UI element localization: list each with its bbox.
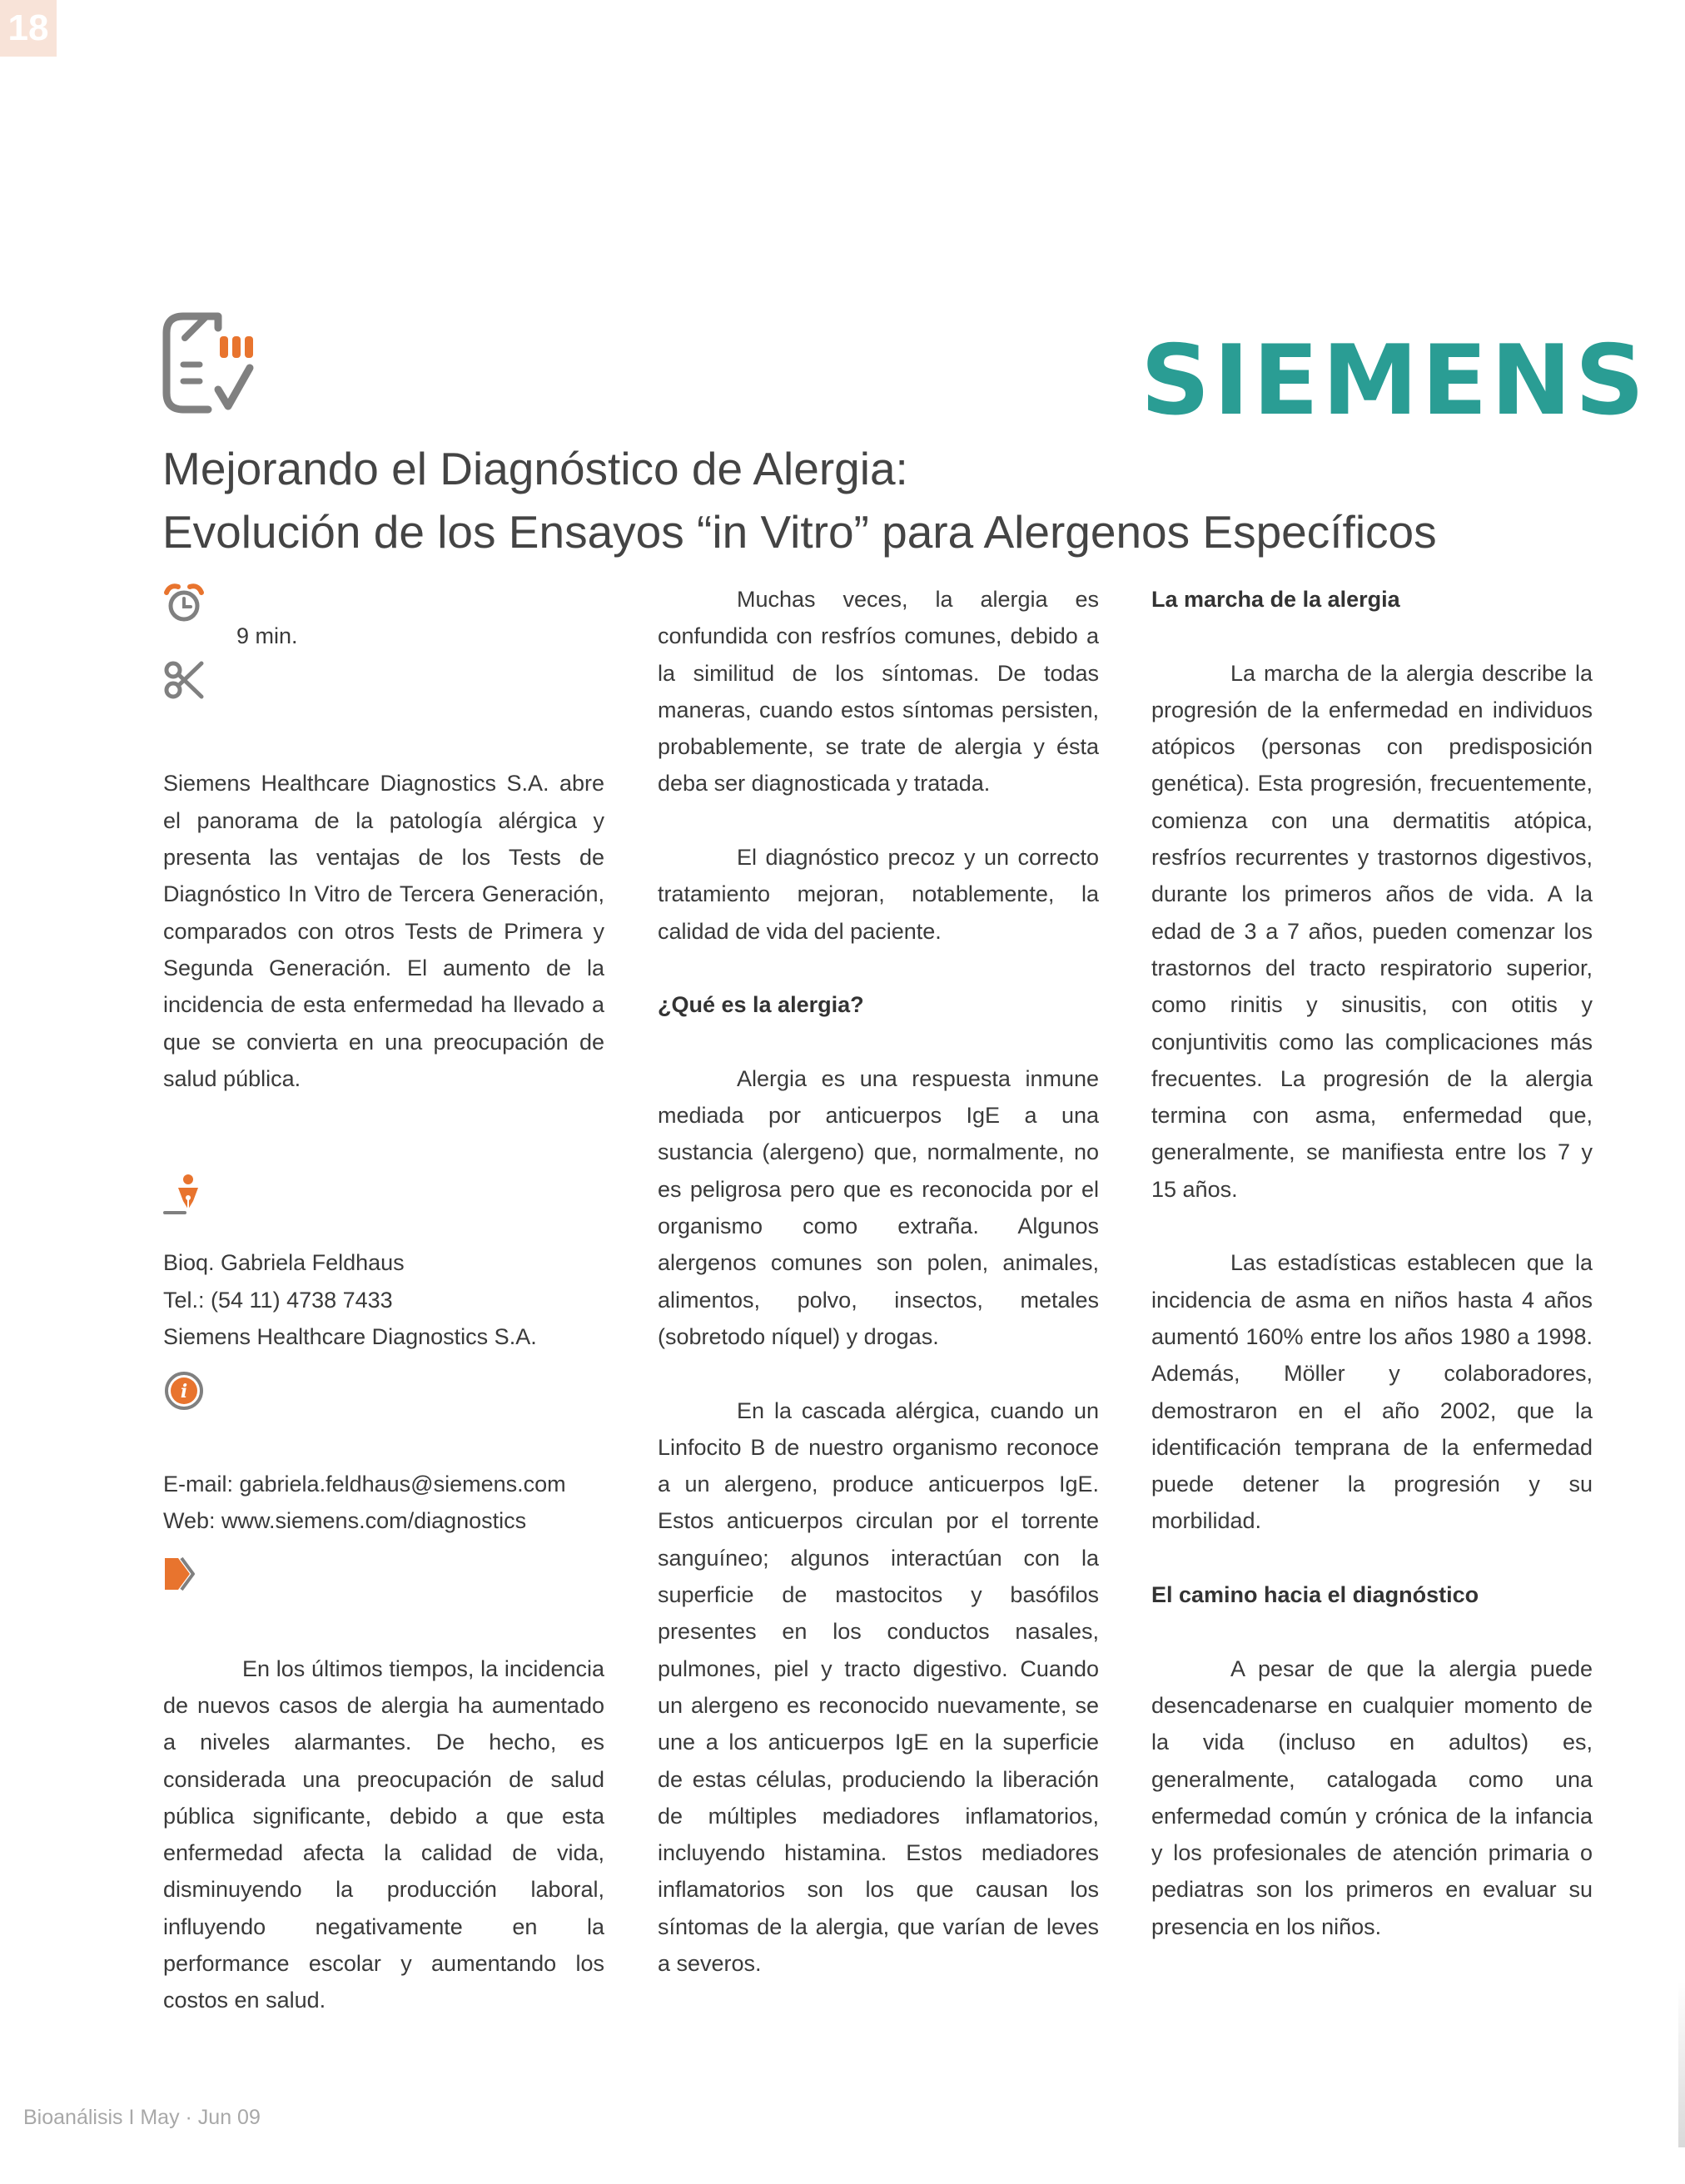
intro-paragraph: En los últimos tiempos, la incidencia de nuevos casos de alergia ha aumentado a niveles alarmantes. De hecho, es considerada una preocupación de salud pública significante, debido a que esta enfermedad afecta la calidad de vida, disminuyendo la producción laboral, influyendo negativamente en la performance escolar y aumentando los costos en salud. — [163, 1655, 604, 2013]
paragraph: Alergia es una respuesta inmune mediada por anticuerpos IgE a una sustancia (alergeno) que, normalmente, no es peligrosa pero que es reconocida por el organismo como extraña. Algunos alergenos comunes son polen, animales, alimentos, polvo, insectos, metales (sobretodo níquel) y drogas. — [658, 1065, 1099, 1349]
reading-time: 9 min. — [236, 623, 298, 648]
author-name: Bioq. Gabriela Feldhaus — [163, 1250, 405, 1276]
scissors-row — [163, 655, 604, 729]
paragraph: La marcha de la alergia describe la progresión de la enfermedad en individuos atópicos (personas con predisposición genética). Esta progresión, frecuentemente, comienza con una dermatitis atópica, resfríos recurrentes y trastornos digestivos, durante los primeros años de vida. A la edad de 3 a 7 años, pueden comenzar los trastornos del tracto respiratorio superior, como rinitis y sinusitis, con otitis y conjuntivitis como las complicaciones más frecuentes. La progresión de la alergia termina con asma, enfermedad que, generalmente, se manifiesta entre los 7 y 15 años. — [1151, 660, 1593, 1202]
summary-paragraph: Siemens Healthcare Diagnostics S.A. abre el panorama de la patología alérgica y presenta las ventajas de los Tests de Diagnóstico In Vitro de Tercera Generación, comparados con otros Tests de Primera y Segunda Generación. El aumento de la incidencia de esta enfermedad ha llevado a que se convierta en una preocupación de salud pública. — [163, 771, 604, 1091]
info-icon — [163, 1370, 205, 1412]
author-email: E-mail: gabriela.feldhaus@siemens.com — [163, 1472, 566, 1497]
column-left — [163, 581, 604, 2019]
page-number: 18 — [0, 0, 57, 57]
paragraph: A pesar de que la alergia puede desencadenarse en cualquier momento de la vida (incluso en adultos) es, generalmente, catalogada como una enfermedad común y crónica de la infancia y los profesionales de atención primaria o pediatras son los primeros en evaluar su presencia en los niños. — [1151, 1655, 1593, 1939]
document-checklist-icon — [160, 310, 258, 418]
title-line-1: Mejorando el Diagnóstico de Alergia: — [162, 443, 908, 494]
arrow-icon-row — [163, 1540, 604, 1614]
section-heading: La marcha de la alergia — [1151, 587, 1400, 612]
pen-nib-icon — [163, 1173, 203, 1216]
brand-logo: SIEMENS — [1141, 325, 1648, 437]
column-middle — [658, 581, 1099, 1982]
arrow-right-icon — [163, 1553, 200, 1595]
page-title — [162, 437, 1494, 563]
section-heading: ¿Qué es la alergia? — [658, 992, 864, 1018]
column-right — [1151, 581, 1593, 1945]
section-heading: El camino hacia el diagnóstico — [1151, 1582, 1479, 1608]
paragraph: Las estadísticas establecen que la incidencia de asma en niños hasta 4 años aumentó 160% entre los años 1980 a 1998. Además, Möller y colaboradores, demostraron en el año 2002, que la identificación temprana de la enfermedad puede detener la progresión y su morbilidad. — [1151, 1250, 1593, 1534]
scissors-icon — [163, 658, 205, 702]
alarm-clock-icon — [163, 583, 205, 624]
paragraph: En la cascada alérgica, cuando un Linfocito B de nuestro organismo reconoce a un alergeno, produce anticuerpos IgE. Estos anticuerpos circulan por el torrente sanguíneo; algunos interactúan con la superficie de mastocitos y basófilos presentes en los conductos nasales, pulmones, piel y tracto digestivo. Cuando un alergeno es reconocido nuevamente, se une a los anticuerpos IgE en la superficie de estas células, produciendo la liberación de múltiples mediadores inflamatorios, incluyendo histamina. Estos mediadores inflamatorios son los que causan los síntomas de la alergia, que varían de leves a severos. — [658, 1397, 1099, 1976]
page-edge-shadow — [1678, 1981, 1685, 2147]
paragraph: Muchas veces, la alergia es confundida con resfríos comunes, debido a la similitud de los síntomas. De todas maneras, cuando estos síntomas persisten, probablemente, se trate de alergia y ésta deba ser diagnosticada y tratada. — [658, 587, 1099, 797]
author-icon-row — [163, 1171, 604, 1245]
info-icon-row — [163, 1355, 604, 1429]
svg-text:i: i — [180, 1381, 188, 1403]
page-footer: Bioanálisis I May · Jun 09 — [23, 2106, 261, 2129]
author-web: Web: www.siemens.com/diagnostics — [163, 1508, 527, 1534]
paragraph: El diagnóstico precoz y un correcto tratamiento mejoran, notablemente, la calidad de vida del paciente. — [658, 845, 1099, 944]
reading-time-row — [163, 581, 604, 655]
author-company: Siemens Healthcare Diagnostics S.A. — [163, 1323, 537, 1349]
title-line-2: Evolución de los Ensayos “in Vitro” para Alergenos Específicos — [162, 506, 1437, 558]
author-phone: Tel.: (54 11) 4738 7433 — [163, 1287, 393, 1313]
